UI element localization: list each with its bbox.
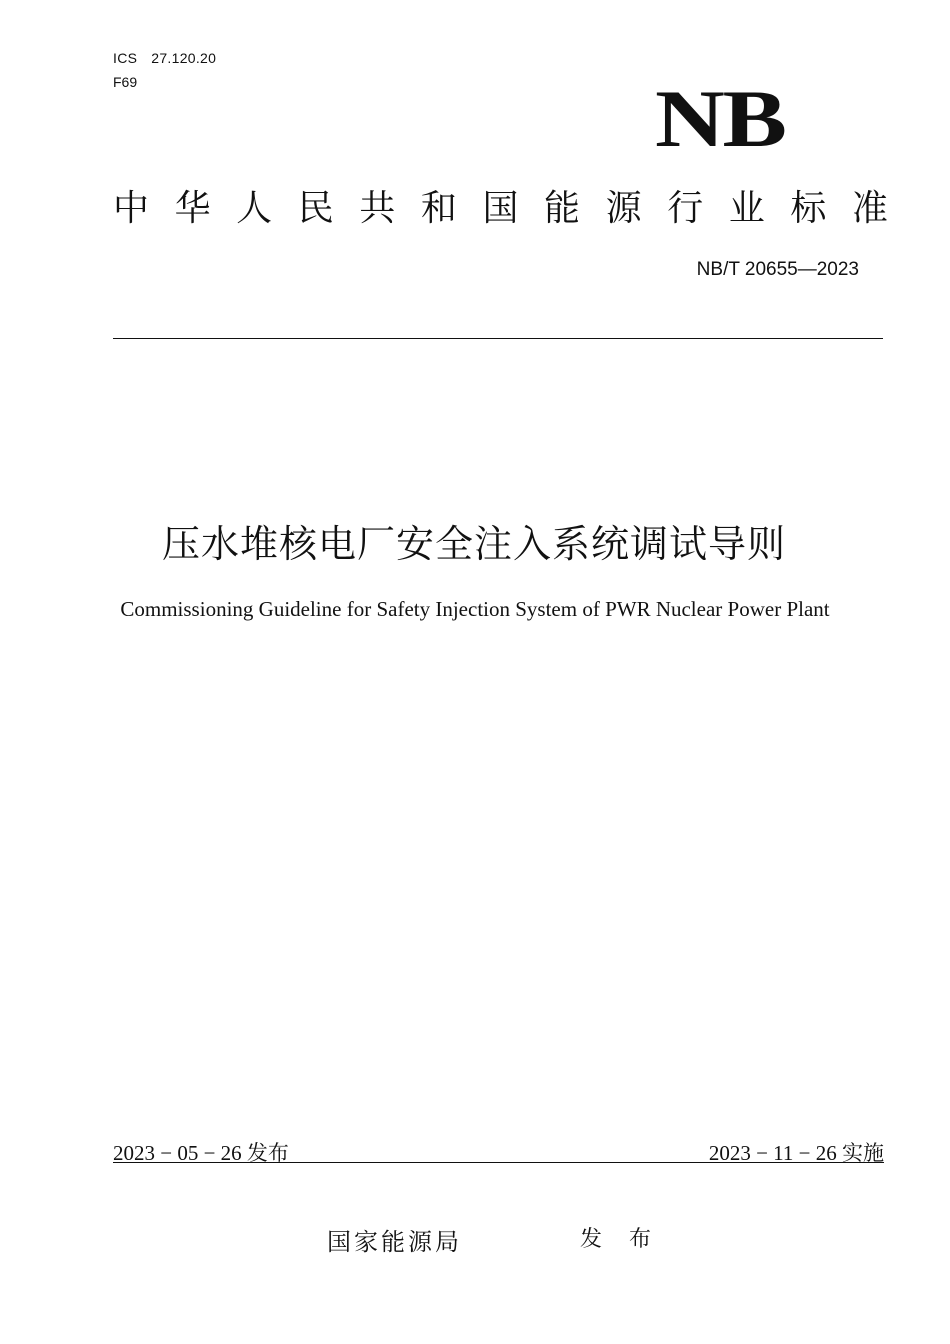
classification-code: F69 [113, 74, 138, 90]
standard-title-char: 能 [544, 188, 581, 229]
standard-title-char: 准 [851, 188, 888, 229]
standard-number: NB/T 20655—2023 [696, 259, 859, 280]
document-title-chinese-text: 压水堆核电厂安全注入系统调试导则 [161, 522, 786, 566]
standard-title-char: 华 [174, 188, 211, 229]
document-title-chinese [0, 513, 950, 568]
standard-title-char: 源 [605, 188, 642, 229]
standard-title-char: 业 [728, 188, 765, 229]
standard-category-title [113, 186, 888, 232]
standard-title-char: 人 [236, 188, 273, 229]
issuing-authority: 国家能源局 [327, 1228, 462, 1256]
header-divider [113, 338, 883, 339]
standard-title-char: 国 [482, 188, 519, 229]
issue-label: 发 布 [580, 1227, 661, 1252]
document-title-english: Commissioning Guideline for Safety Injection System of PWR Nuclear Power Plant [120, 597, 830, 621]
effective-date: 2023 − 11 − 26 实施 [708, 1141, 884, 1165]
standard-title-char: 共 [359, 188, 396, 229]
footer-divider [113, 1162, 884, 1163]
issue-date: 2023 − 05 − 26 发布 [113, 1141, 289, 1165]
ics-code: 27.120.20 [151, 50, 217, 66]
ics-line [113, 50, 216, 66]
standard-title-char: 标 [790, 188, 827, 229]
nb-logo: NB [655, 73, 785, 164]
standard-title-char: 民 [297, 188, 334, 229]
standard-title-char: 和 [420, 188, 457, 229]
standard-title-char: 行 [667, 188, 704, 229]
standard-title-char: 中 [113, 188, 150, 229]
ics-label: ICS [113, 50, 138, 66]
